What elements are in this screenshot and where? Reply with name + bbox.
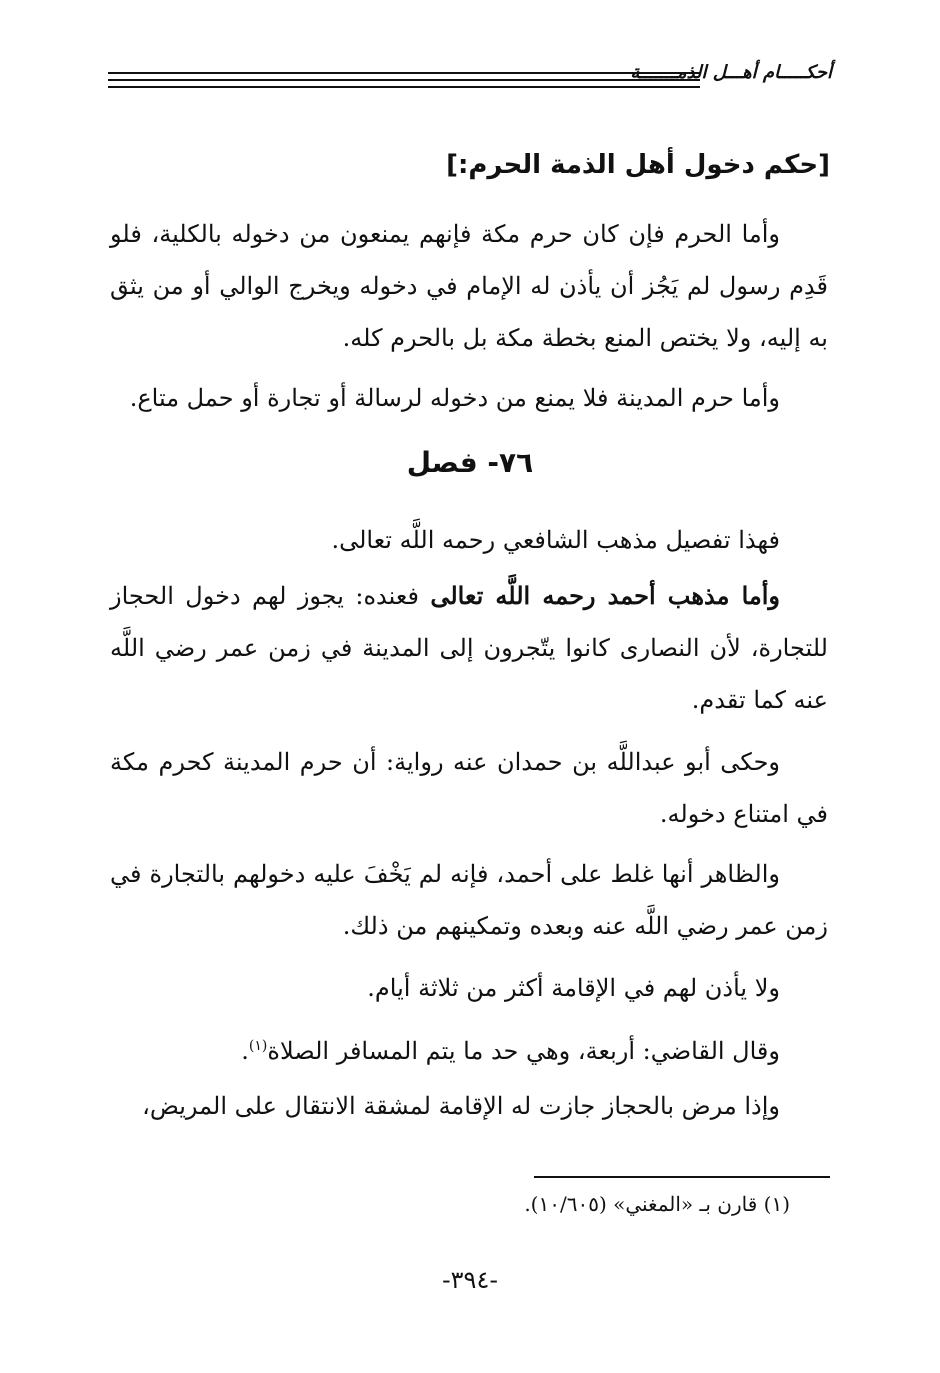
footnote-separator	[534, 1176, 830, 1178]
section-heading: [حكم دخول أهل الذمة الحرم:]	[446, 150, 830, 180]
paragraph-2: وأما حرم المدينة فلا يمنع من دخوله لرسالة أو تجارة أو حمل متاع.	[129, 384, 780, 412]
footnote-marker: (١)	[248, 1038, 268, 1054]
paragraph-1: وأما الحرم فإن كان حرم مكة فإنهم يمنعون من دخوله بالكلية، فلو قَدِم رسول لم يَجُز أن يأذن له الإمام في دخوله ويخرج الوالي أو من يثق به إليه، ولا يختص المنع بخطة مكة بل بالحرم كله.	[110, 220, 828, 352]
paragraph-3: فهذا تفصيل مذهب الشافعي رحمه اللَّه تعالى.	[331, 526, 780, 554]
paragraph-4	[110, 570, 828, 726]
page-number: -٣٩٤-	[441, 1266, 498, 1294]
chapter-heading: ٧٦- فصل	[406, 446, 534, 479]
paragraph-4-bold-lead: وأما مذهب أحمد رحمه اللَّه تعالى	[430, 581, 780, 610]
header-rule	[108, 79, 700, 81]
paragraph-4-rest: فعنده: يجوز لهم دخول الحجاز للتجارة، لأن النصارى كانوا يتّجرون إلى المدينة في زمن عمر رضي اللَّه عنه كما تقدم.	[110, 582, 828, 714]
paragraph-6: والظاهر أنها غلط على أحمد، فإنه لم يَخْفَ عليه دخولهم بالتجارة في زمن عمر رضي اللَّه عنه وبعده وتمكينهم من ذلك.	[110, 860, 828, 940]
paragraph-9: وإذا مرض بالحجاز جازت له الإقامة لمشقة الانتقال على المريض،	[142, 1092, 780, 1120]
running-header-title: أحكـــــام أهـــل الذمـــــــة	[630, 62, 832, 83]
paragraph-8-text: وقال القاضي: أربعة، وهي حد ما يتم المسافر الصلاة	[267, 1037, 780, 1065]
footnote: (١) قارن بـ «المغني» (١٠/٦٠٥).	[524, 1192, 790, 1216]
paragraph-5: وحكى أبو عبداللَّه بن حمدان عنه رواية: أن حرم المدينة كحرم مكة في امتناع دخوله.	[110, 748, 828, 828]
paragraph-7: ولا يأذن لهم في الإقامة أكثر من ثلاثة أيام.	[367, 974, 780, 1002]
header-rule	[108, 86, 700, 88]
header-rule	[108, 72, 700, 74]
paragraph-8-end: .	[241, 1037, 249, 1065]
paragraph-8	[110, 1020, 828, 1077]
